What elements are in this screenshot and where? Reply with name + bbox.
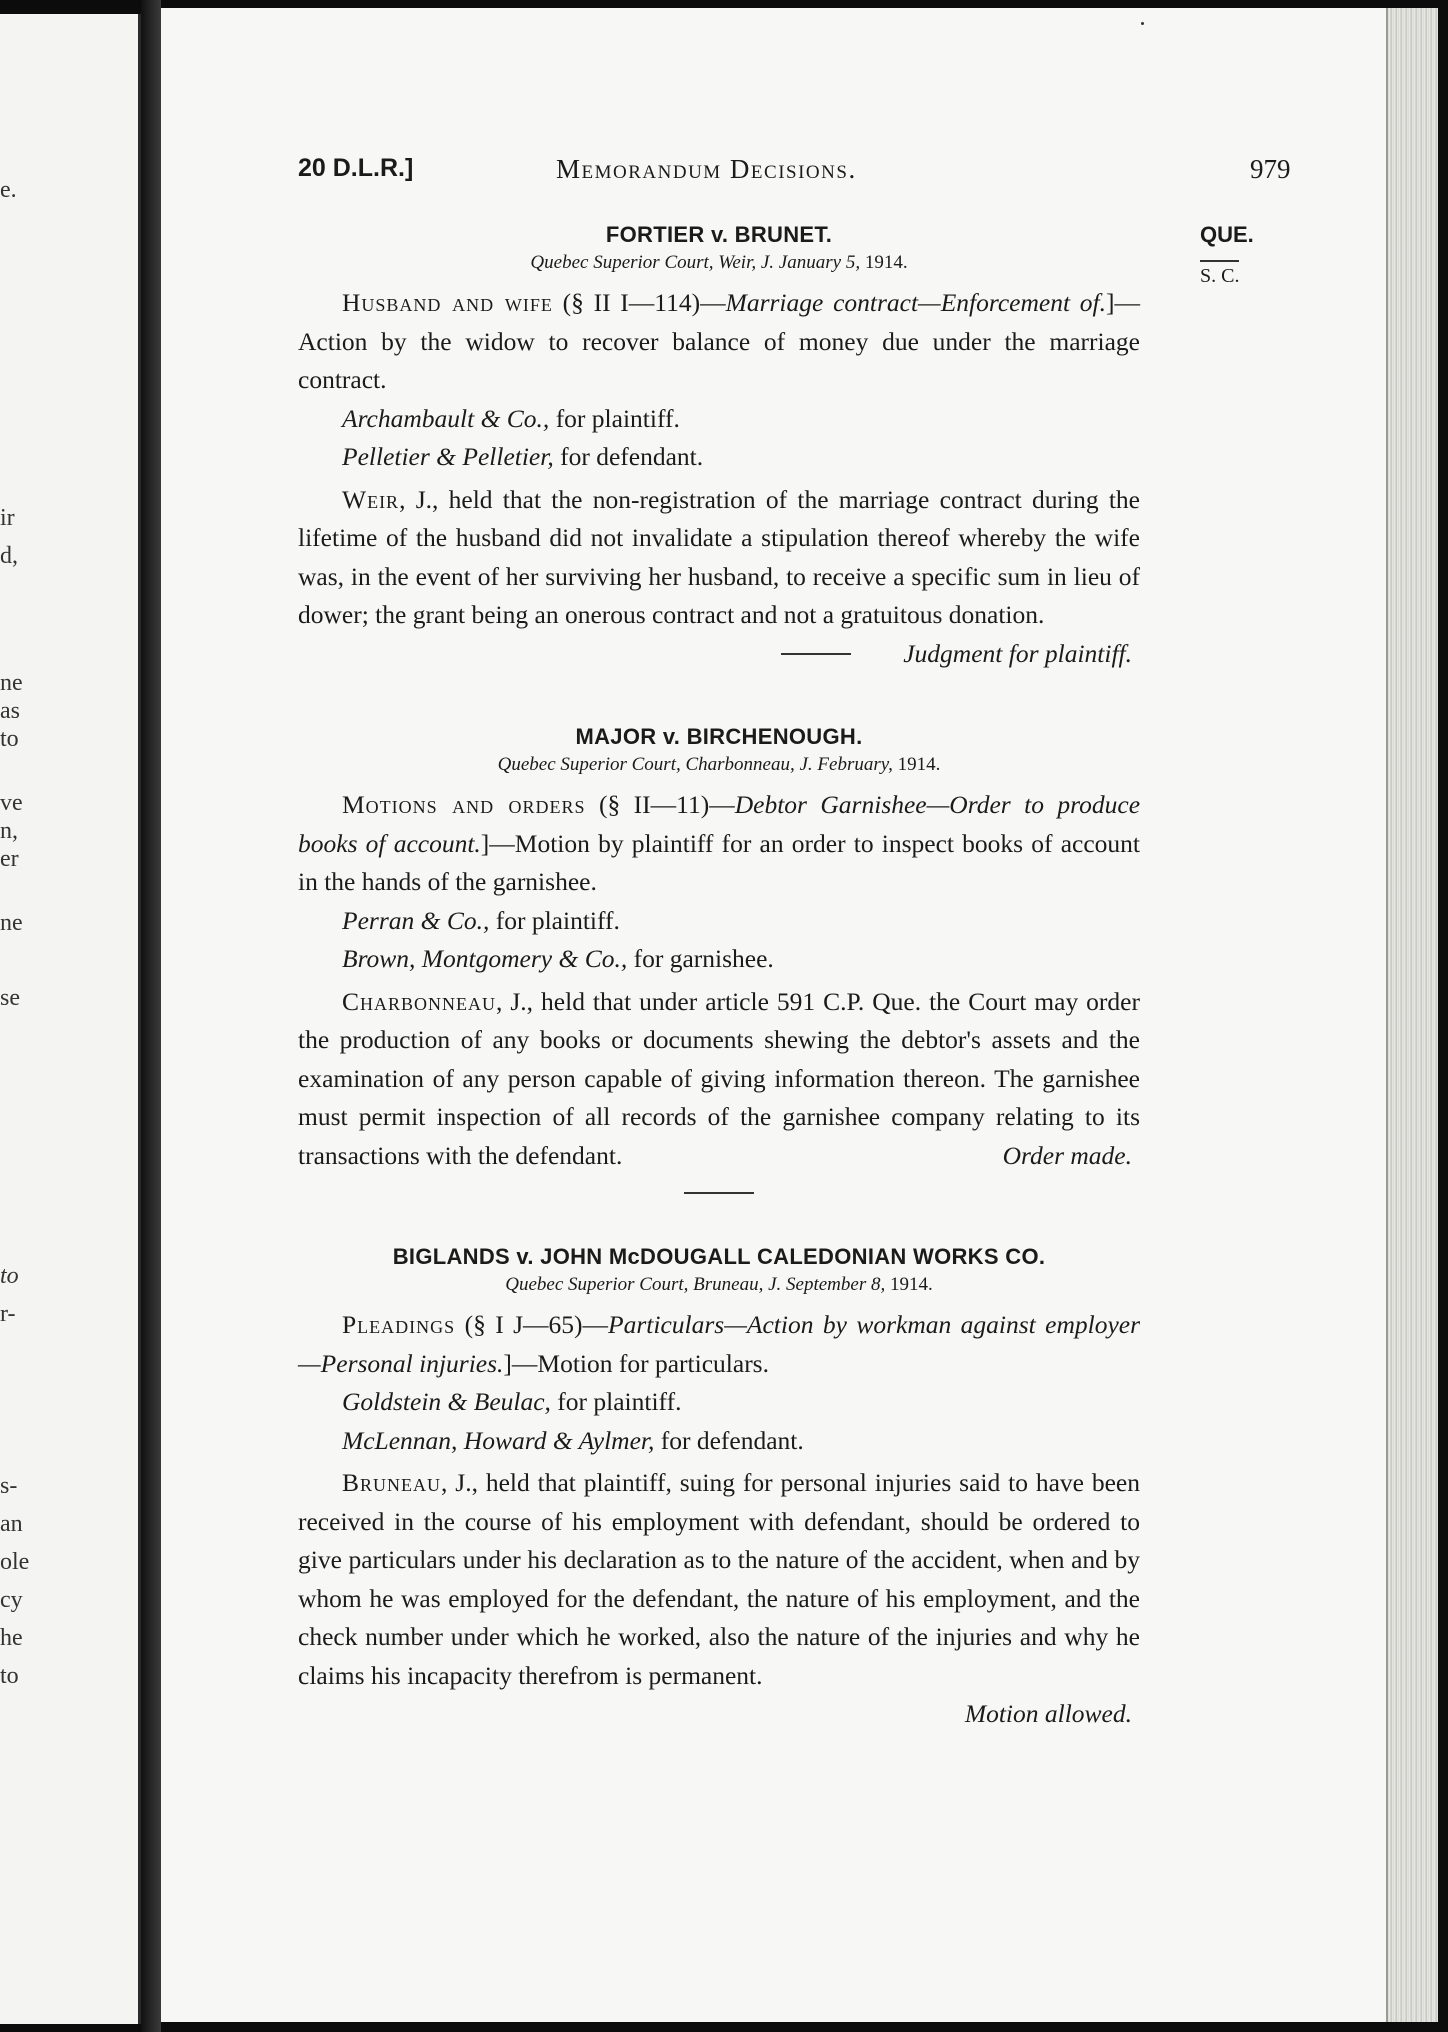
catchword-topic: Particulars—Action by workman against employer—Personal injuries.: [298, 1310, 1140, 1378]
holding-text: , J., held that under article 591 C.P. Que. the Court may order the production of any books or documents shewing the debtor's assets and the examination of any person capable of giving information thereon. The garnishee must permit inspection of all records of the garnishee company relating to its transactions with the defendant.: [298, 986, 1140, 1170]
court-line-text: Quebec Superior Court, Charbonneau, J. February,: [497, 754, 893, 775]
case-result: Order made.: [1002, 1141, 1132, 1170]
sidebar-court: S. C.: [1200, 260, 1239, 288]
sidebar-province: QUE.: [1200, 222, 1254, 247]
headnote-text: ]—Motion for particulars.: [503, 1348, 769, 1378]
result-row: [298, 635, 1140, 674]
case-biglands-mcdougall: [298, 1244, 1140, 1734]
judge-name: Weir: [342, 484, 400, 514]
facing-page-fragment: d,: [0, 543, 18, 569]
counsel-name: Archambault & Co.,: [342, 403, 550, 433]
case-title: FORTIER v. BRUNET.: [605, 222, 833, 247]
counsel-name: McLennan, Howard & Aylmer,: [342, 1425, 655, 1455]
court-line-year: 1914.: [864, 252, 908, 273]
print-speck: [1141, 22, 1144, 25]
counsel-role: for plaintiff.: [555, 403, 680, 433]
facing-page-fragment: r-: [0, 1301, 16, 1327]
counsel-name: Goldstein & Beulac,: [342, 1387, 551, 1416]
headnote-text: ]—Action by the widow to recover balance of money due under the marriage contract.: [298, 288, 1141, 394]
rule: [781, 653, 851, 655]
facing-page-fragment: as: [0, 698, 20, 724]
facing-page-fragment: to: [0, 1663, 19, 1689]
court-line: [298, 1274, 1140, 1296]
headnote-text: ]—Motion by plaintiff for an order to inspect books of account in the hands of the garnishee.: [298, 828, 1140, 896]
catchword: Husband and wife: [342, 288, 553, 317]
judge-name: Charbonneau: [342, 986, 497, 1016]
court-line-text: Quebec Superior Court, Bruneau, J. September 8,: [505, 1274, 886, 1295]
catchword-topic: Debtor Garnishee—Order to produce books of account.: [298, 790, 1141, 858]
facing-page-fragment: ve: [0, 790, 23, 816]
counsel-line: [298, 438, 1140, 477]
facing-page-fragment: to: [0, 726, 19, 752]
catchword: Pleadings: [342, 1310, 456, 1339]
case-title: MAJOR v. BIRCHENOUGH.: [575, 724, 863, 749]
facing-page-fragment: n,: [0, 818, 18, 844]
facing-page-fragment: er: [0, 846, 19, 872]
counsel-role: for garnishee.: [633, 944, 774, 973]
running-head-volume: 20 D.L.R.]: [298, 154, 414, 182]
facing-page-fragment: ir: [0, 505, 15, 531]
case-result: Judgment for plaintiff.: [903, 638, 1132, 668]
holding: [298, 1464, 1140, 1695]
headnote: [298, 1306, 1140, 1383]
facing-page-fragment: se: [0, 985, 20, 1011]
catchword: Motions and orders: [342, 790, 586, 819]
catchword-ref: (§ I J—65)—: [464, 1310, 609, 1339]
headnote: [298, 786, 1140, 902]
counsel-line: [298, 400, 1140, 439]
counsel-role: for defendant.: [560, 442, 704, 471]
facing-page-fragment: s-: [0, 1473, 18, 1499]
case-fortier-brunet: [298, 222, 1140, 673]
court-line: [298, 252, 1140, 274]
facing-page: [0, 14, 141, 2024]
facing-page-fragment: ne: [0, 910, 23, 936]
headnote: [298, 284, 1140, 400]
case-result: Motion allowed.: [964, 1699, 1132, 1728]
counsel-role: for defendant.: [660, 1425, 804, 1455]
holding-text: , J., held that plaintiff, suing for personal injuries said to have been received in the course of his employment with defendant, should be ordered to give particulars under his declaration as to the nature of the accident, when and by whom he was employed for the defendant, the nature of his employment, and the check number under which he worked, also the nature of the injuries and why he claims his incapacity therefrom is permanent.: [298, 1468, 1140, 1690]
page-number: 979: [1250, 154, 1291, 184]
book-gutter: [141, 0, 161, 2032]
counsel-line: [298, 940, 1140, 979]
catchword-ref: (§ II—11)—: [599, 790, 735, 819]
counsel-name: Perran & Co.,: [342, 905, 490, 935]
facing-page-fragment: to: [0, 1263, 19, 1289]
counsel-line: [298, 1422, 1140, 1461]
holding-text: , J., held that the non-registration of the marriage contract during the lifetime of the husband did not invalidate a stipulation thereof whereby the wife was, in the event of her surviving her husband, to receive a specific sum in lieu of dower; the grant being an onerous contract and not a gratuitous donation.: [298, 484, 1140, 629]
catchword-ref: (§ II I—114)—: [562, 288, 726, 317]
facing-page-fragment: ole: [0, 1549, 30, 1575]
court-line-text: Quebec Superior Court, Weir, J. January 5,: [530, 252, 861, 273]
case-title: BIGLANDS v. JOHN McDOUGALL CALEDONIAN WORKS CO.: [392, 1244, 1046, 1269]
facing-page-fragment: ne: [0, 670, 23, 696]
counsel-name: Brown, Montgomery & Co.,: [342, 944, 628, 973]
holding: [298, 481, 1140, 635]
counsel-role: for plaintiff.: [557, 1387, 682, 1416]
facing-page-fragment: he: [0, 1625, 23, 1651]
judge-name: Bruneau: [342, 1468, 442, 1497]
court-line-year: 1914.: [889, 1274, 933, 1295]
court-line-year: 1914.: [897, 754, 941, 775]
rule: [684, 1192, 754, 1194]
counsel-role: for plaintiff.: [495, 905, 620, 935]
case-major-birchenough: [298, 724, 1140, 1194]
page-edge: [1386, 8, 1438, 2022]
counsel-line: [298, 1383, 1140, 1422]
running-head-title: Memorandum Decisions.: [556, 154, 857, 184]
counsel-line: [298, 902, 1140, 941]
facing-page-fragment: e.: [0, 177, 17, 203]
catchword-topic: Marriage contract—Enforcement of.: [725, 288, 1107, 317]
facing-page-fragment: an: [0, 1511, 23, 1537]
court-line: [298, 754, 1140, 776]
counsel-name: Pelletier & Pelletier,: [342, 442, 554, 471]
facing-page-fragment: cy: [0, 1587, 23, 1613]
